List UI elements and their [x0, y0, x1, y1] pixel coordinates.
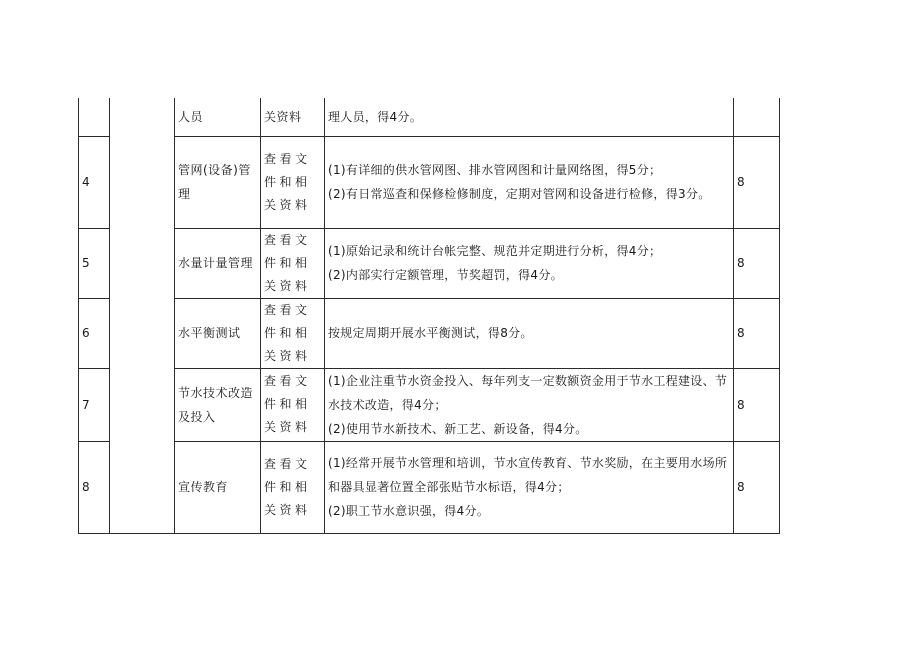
score: 8 — [734, 441, 780, 533]
table-row — [79, 98, 780, 136]
row-number: 7 — [79, 368, 110, 441]
score — [734, 98, 780, 136]
criteria — [325, 441, 734, 533]
item-name: 管网(设备)管理 — [175, 136, 261, 228]
category-cell — [110, 98, 175, 533]
criteria-item: (1)有详细的供水管网图、排水管网图和计量网络图，得5分； — [328, 163, 662, 177]
check-method: 关资料 — [261, 98, 325, 136]
criteria-item: (2)有日常巡查和保修检修制度，定期对管网和设备进行检修，得3分。 — [328, 187, 711, 201]
criteria: 理人员，得4分。 — [325, 98, 734, 136]
item-name: 人员 — [175, 98, 261, 136]
row-number: 5 — [79, 228, 110, 298]
row-number: 4 — [79, 136, 110, 228]
item-name: 水量计量管理 — [175, 228, 261, 298]
check-method: 查看文件和相关资料 — [261, 368, 325, 441]
score: 8 — [734, 368, 780, 441]
table-row — [79, 368, 780, 441]
criteria — [325, 298, 734, 368]
criteria — [325, 136, 734, 228]
check-method: 查看文件和相关资料 — [261, 136, 325, 228]
criteria-item: (2)内部实行定额管理，节奖超罚，得4分。 — [328, 268, 563, 282]
criteria — [325, 228, 734, 298]
assessment-table — [78, 98, 780, 534]
check-method: 查看文件和相关资料 — [261, 228, 325, 298]
criteria-item: (1)原始记录和统计台帐完整、规范并定期进行分析，得4分； — [328, 244, 662, 258]
row-number: 8 — [79, 441, 110, 533]
check-method: 查看文件和相关资料 — [261, 441, 325, 533]
item-name: 宣传教育 — [175, 441, 261, 533]
row-number: 6 — [79, 298, 110, 368]
score: 8 — [734, 298, 780, 368]
table-row — [79, 228, 780, 298]
criteria-item: (1)经常开展节水管理和培训，节水宣传教育、节水奖励，在主要用水场所和器具显著位置全部张贴节水标语，得4分； — [328, 456, 728, 494]
item-name: 节水技术改造及投入 — [175, 368, 261, 441]
table-row — [79, 298, 780, 368]
item-name: 水平衡测试 — [175, 298, 261, 368]
score: 8 — [734, 228, 780, 298]
check-method: 查看文件和相关资料 — [261, 298, 325, 368]
table-row — [79, 441, 780, 533]
criteria-item: (2)使用节水新技术、新工艺、新设备，得4分。 — [328, 421, 588, 436]
table-row — [79, 136, 780, 228]
criteria-item: (1)企业注重节水资金投入、每年列支一定数额资金用于节水工程建设、节水技术改造，得4分； — [328, 373, 728, 412]
row-number — [79, 98, 110, 136]
criteria — [325, 368, 734, 441]
criteria-item: 按规定周期开展水平衡测试，得8分。 — [328, 326, 533, 340]
score: 8 — [734, 136, 780, 228]
criteria-item: (2)职工节水意识强，得4分。 — [328, 504, 490, 518]
